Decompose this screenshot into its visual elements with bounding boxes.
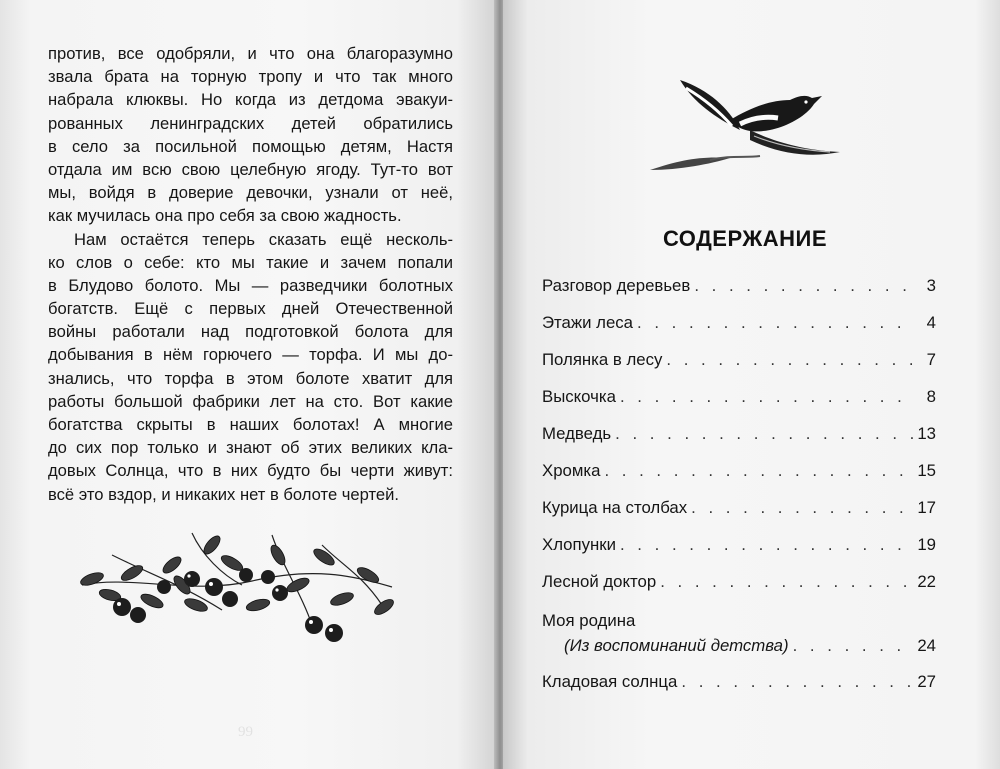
left-page [0, 0, 497, 769]
toc-entry-title: Полянка в лесу [542, 350, 663, 369]
toc-leader [694, 276, 914, 296]
toc-leader [620, 535, 913, 555]
toc-entry-page: 4 [926, 313, 936, 332]
toc-leader [615, 424, 913, 444]
text-line: работы большой фабрики лет на сто. Вот какие [48, 391, 453, 411]
toc-entry-title[interactable]: Моя родина [542, 611, 636, 630]
text-line: рованных ленинградских детей обратились [48, 113, 453, 133]
text-line: в Блудово болото. Мы — разведчики болотных [48, 275, 453, 295]
toc-entry[interactable] [542, 276, 936, 296]
toc-entry[interactable] [542, 572, 936, 592]
text-line: знались, что торфа в этом болоте хватит для [48, 368, 453, 388]
toc-leader [681, 672, 913, 692]
toc-entry-page: 3 [926, 276, 936, 295]
toc-entry-title: Кладовая солнца [542, 672, 678, 691]
toc-leader [620, 387, 914, 407]
toc-entry-page: 22 [917, 572, 936, 591]
text-line: всё это вздор, и никаких нет в болоте чертей. [48, 484, 400, 504]
text-line: набрала клюквы. Но когда из детдома эвакуи- [48, 90, 453, 110]
text-line: Нам остаётся теперь сказать ещё несколь- [74, 229, 453, 249]
toc-entry-page: 15 [917, 461, 936, 480]
toc-entry[interactable] [542, 535, 936, 555]
toc-entry-title: Медведь [542, 424, 612, 443]
text-line: довых Солнца, что в них будто бы черти живут: [48, 461, 453, 481]
magpie-illustration [640, 60, 850, 190]
toc-entry-page: 27 [917, 672, 936, 691]
toc-entry-title: Выскочка [542, 387, 616, 406]
toc-leader [691, 498, 913, 518]
toc-entry-title: Курица на столбах [542, 498, 688, 517]
text-line: как мучилась она про себя за свою жадность. [48, 206, 402, 226]
text-line: богатств. Ещё с первых дней Отечественной [48, 299, 453, 319]
toc-entry-page: 7 [926, 350, 936, 369]
toc-entry[interactable] [542, 313, 936, 333]
toc-entry[interactable] [542, 461, 936, 481]
text-line: богатства скрыты в наших болотах! А многие [48, 415, 453, 434]
page-number: 99 [238, 724, 253, 740]
toc-entry[interactable] [542, 424, 936, 444]
toc-leader [637, 313, 914, 333]
toc-entry[interactable] [542, 350, 936, 370]
text-line: в село за посильной помощью детям, Настя [48, 136, 453, 156]
toc-entry-title: Этажи леса [542, 313, 634, 332]
toc-entry-title: Лесной доктор [542, 572, 657, 591]
toc-entry[interactable] [542, 672, 936, 692]
toc-leader [660, 572, 913, 592]
toc-entry-subtitle: (Из воспоминаний детства) [564, 636, 789, 655]
toc-entry-title: Хлопунки [542, 535, 616, 554]
toc-entry-title: Хромка [542, 461, 601, 480]
toc-entry-title: Разговор деревьев [542, 276, 691, 295]
toc-leader [793, 636, 914, 656]
text-line: отдала им всю свою целебную ягоду. Тут-то вот [48, 159, 453, 179]
toc-entry-page: 8 [926, 387, 936, 406]
toc-entry[interactable] [542, 387, 936, 407]
toc-entry[interactable] [542, 636, 936, 656]
text-line: против, все одобряли, и что она благоразумно [48, 44, 453, 63]
lingonberry-illustration [72, 515, 402, 655]
toc-title: СОДЕРЖАНИЕ [662, 226, 828, 251]
toc-leader [604, 461, 913, 481]
toc-entry-page: 24 [917, 636, 936, 655]
toc-entry-page: 19 [917, 535, 936, 554]
toc-entry-page: 13 [917, 424, 936, 443]
text-line: добывания в нём горючего — торфа. И мы до- [48, 345, 453, 365]
toc-leader [666, 350, 914, 370]
toc-entry[interactable] [542, 498, 936, 518]
text-line: войны работали над подготовкой болота для [48, 322, 453, 342]
text-line: до сих пор только и знают об этих великих кла- [48, 438, 453, 458]
toc-entry-page: 17 [917, 498, 936, 517]
text-line: мы, войдя в доверие девочки, узнали от неё, [48, 183, 453, 203]
text-line: ко слов о себе: кто мы такие и зачем попали [48, 252, 453, 272]
body-text [48, 42, 453, 506]
text-line: звала брата на торную тропу и что так много [48, 67, 453, 87]
